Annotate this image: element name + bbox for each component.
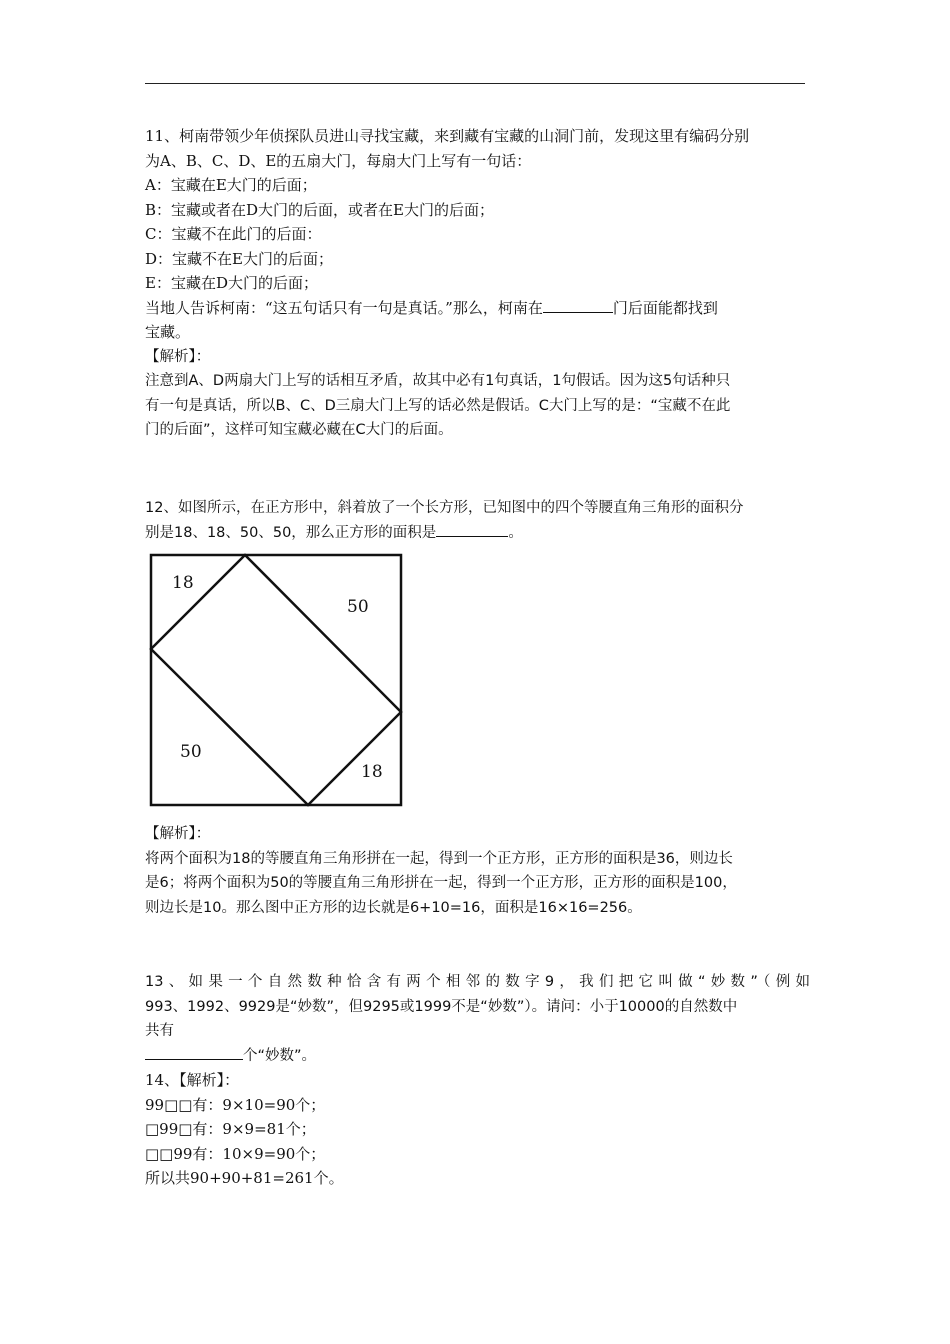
q14-label: 14、【解析】： [145, 1071, 240, 1089]
q12-analysis-label: 【解析】： [145, 826, 211, 842]
q12-analysis-line-1: 将两个面积为18的等腰直角三角形拼在一起，得到一个正方形，正方形的面积是36，则边长 [145, 850, 733, 867]
q11-analysis-line-3: 门的后面”，这样可知宝藏必藏在C大门的后面。 [145, 422, 453, 438]
q11-text-line-2: 为A、B、C、D、E的五扇大门，每扇大门上写有一句话： [145, 151, 532, 170]
q11-answer-blank [543, 298, 613, 313]
q11-option-e: E：宝藏在D大门的后面； [145, 274, 318, 292]
header-rule [145, 83, 805, 84]
q11-analysis-line-2: 有一句是真话，所以B、C、D三扇大门上写的话必然是假话。C大门上写的是：“宝藏不在此 [145, 397, 731, 414]
q12-text-line-2: 别是18、18、50、50，那么正方形的面积是 。 [145, 521, 810, 546]
q11-text-line-1: 11、柯南带领少年侦探队员进山寻找宝藏，来到藏有宝藏的山洞门前，发现这里有编码分别 [145, 127, 750, 145]
square-rectangle-figure [146, 550, 408, 812]
q12-analysis [145, 822, 810, 920]
q12-analysis-line-3: 则边长是10。那么图中正方形的边长就是6+10=16，面积是16×16=256。 [145, 899, 642, 916]
q11-question-line: 当地人告诉柯南：“这五句话只有一句是真话。”那么，柯南在 门后面能都找到 [145, 298, 718, 317]
q13-answer-line: 个“妙数”。 [145, 1044, 810, 1069]
q12-analysis-line-2: 是6；将两个面积为50的等腰直角三角形拼在一起，得到一个正方形，正方形的面积是100， [145, 875, 737, 891]
q11-analysis-label: 【解析】： [145, 348, 211, 365]
q14-line-2: □99□有：9×9=81个； [145, 1120, 316, 1138]
q11-option-d: D：宝藏不在E大门的后面； [145, 249, 333, 268]
q11-text-line-4: 宝藏。 [145, 323, 191, 341]
label-bottom-right: 18 [361, 762, 383, 782]
q13-text-line-2: 993、1992、9929是“妙数”，但9295或1999不是“妙数”）。请问：小于10000的自然数中 [145, 998, 738, 1015]
q11-option-b: B：宝藏或者在D大门的后面，或者在E大门的后面； [145, 200, 495, 219]
question-11 [145, 124, 810, 443]
q14-line-4: 所以共90+90+81=261个。 [145, 1169, 344, 1187]
question-14 [145, 1068, 810, 1191]
question-12 [145, 496, 810, 545]
label-bottom-left: 50 [180, 742, 202, 762]
q13-text-line-1: 13、如果一个自然数种恰含有两个相邻的数字9，我们把它叫做“妙数”（例如 [145, 974, 810, 990]
question-13 [145, 970, 810, 1068]
q13-text-line-3: 共有 [145, 1023, 174, 1039]
q11-option-a: A：宝藏在E大门的后面； [145, 176, 317, 194]
label-top-right: 50 [347, 597, 369, 617]
q12-answer-blank [436, 522, 508, 537]
label-top-left: 18 [172, 573, 194, 593]
q11-option-c: C：宝藏不在此门的后面： [145, 225, 322, 243]
q13-answer-blank [145, 1045, 243, 1060]
q14-line-3: □□99有：10×9=90个； [145, 1144, 326, 1163]
q12-text-line-1: 12、如图所示，在正方形中，斜着放了一个长方形，已知图中的四个等腰直角三角形的面积分 [145, 500, 744, 516]
q11-analysis-line-1: 注意到A、D两扇大门上写的话相互矛盾，故其中必有1句真话，1句假话。因为这5句话种只 [145, 373, 731, 389]
q14-line-1: 99□□有：9×10=90个； [145, 1095, 326, 1114]
